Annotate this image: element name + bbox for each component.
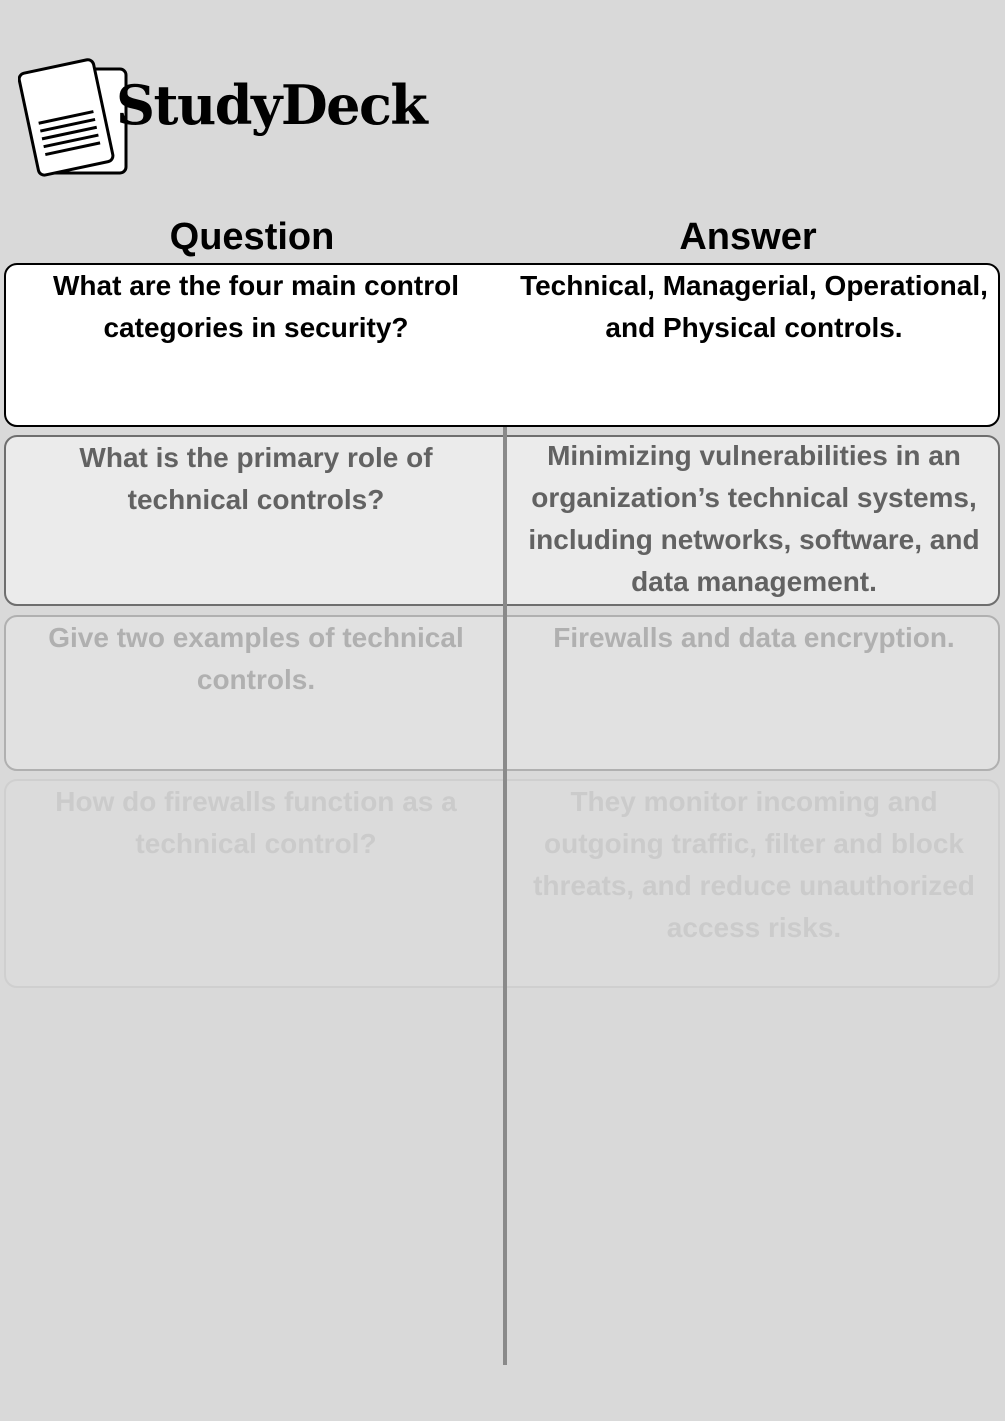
studydeck-logo xyxy=(18,55,438,180)
brand-name: StudyDeck xyxy=(116,73,427,137)
flashcard-answer: They monitor incoming and outgoing traffic, filter and block threats, and reduce unauthorized access risks. xyxy=(533,786,975,943)
flashcard-row[interactable] xyxy=(4,779,1000,988)
flashcard-row[interactable] xyxy=(4,263,1000,427)
flashcard-answer: Technical, Managerial, Operational, and Physical controls. xyxy=(520,270,988,343)
question-column-header: Question xyxy=(169,216,335,258)
flashcard-question: How do firewalls function as a technical control? xyxy=(55,786,457,859)
flashcard-question: What are the four main control categories in security? xyxy=(52,270,460,343)
answer-column-header: Answer xyxy=(679,216,817,258)
flashcard-row[interactable] xyxy=(4,615,1000,771)
flashcard-question: What is the primary role of technical controls? xyxy=(79,442,433,515)
column-divider xyxy=(503,263,507,1365)
flashcard-row[interactable] xyxy=(4,435,1000,606)
flashcard-answer: Minimizing vulnerabilities in an organization’s technical systems, including networks, software, and data management. xyxy=(528,440,980,597)
flashcard-answer: Firewalls and data encryption. xyxy=(553,622,955,653)
flashcard-question: Give two examples of technical controls. xyxy=(48,622,464,695)
